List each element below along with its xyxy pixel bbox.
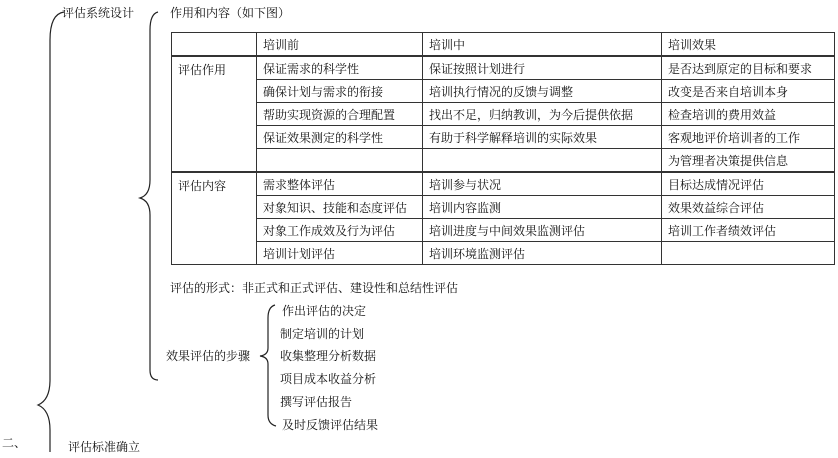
evaluation-forms-text: 评估的形式：非正式和正式评估、建设性和总结性评估 [170,281,459,295]
table-row [172,126,835,149]
table-cell: 保证效果测定的科学性 [257,126,423,149]
step-item: 作出评估的决定 [282,304,367,318]
table-cell: 为管理者决策提供信息 [662,149,835,173]
outer-brace [38,12,64,452]
evaluation-table [171,32,835,265]
table-row [172,172,835,196]
section-label-role: 评估作用 [172,56,257,172]
table-cell: 培训环境监测评估 [423,242,662,265]
table-cell: 保证需求的科学性 [257,56,423,80]
step-item: 收集整理分析数据 [280,349,377,363]
table-header-cell: 培训中 [423,33,662,57]
table-cell: 检查培训的费用效益 [662,103,835,126]
table-cell: 培训参与状况 [423,172,662,196]
table-cell: 客观地评价培训者的工作 [662,126,835,149]
table-row [172,103,835,126]
level1-label: 评估系统设计 [62,6,135,20]
section-title: 作用和内容（如下图） [170,6,291,20]
table-cell: 培训工作者绩效评估 [662,219,835,242]
table-cell: 培训计划评估 [257,242,423,265]
table-cell: 找出不足，归纳教训，为今后提供依据 [423,103,662,126]
steps-label: 效果评估的步骤 [166,349,251,363]
table-row [172,219,835,242]
table-row [172,56,835,80]
table-cell [257,149,423,173]
table-cell: 保证按照计划进行 [423,56,662,80]
table-cell: 目标达成情况评估 [662,172,835,196]
steps-brace [260,305,276,426]
step-item: 项目成本收益分析 [280,372,377,386]
table-cell: 培训内容监测 [423,196,662,219]
table-cell: 是否达到原定的目标和要求 [662,56,835,80]
table-row [172,242,835,265]
table-cell: 有助于科学解释培训的实际效果 [423,126,662,149]
table-cell: 效果效益综合评估 [662,196,835,219]
table-row [172,196,835,219]
step-item: 制定培训的计划 [280,327,365,341]
section-marker: 二、 [2,436,27,450]
table-cell: 培训进度与中间效果监测评估 [423,219,662,242]
table-row [172,80,835,103]
table-cell: 确保计划与需求的衔接 [257,80,423,103]
design-brace [140,12,158,380]
table-cell: 对象知识、技能和态度评估 [257,196,423,219]
table-cell: 对象工作成效及行为评估 [257,219,423,242]
table-header-cell [172,33,257,57]
table-cell: 培训执行情况的反馈与调整 [423,80,662,103]
table-header-cell: 培训效果 [662,33,835,57]
table-row [172,149,835,173]
table-header-cell: 培训前 [257,33,423,57]
table-cell: 需求整体评估 [257,172,423,196]
table-cell [423,149,662,173]
section-label-content: 评估内容 [172,172,257,265]
step-item: 撰写评估报告 [280,395,353,409]
bottom-label: 评估标准确立 [68,440,141,454]
step-item: 及时反馈评估结果 [282,418,379,432]
table-cell: 改变是否来自培训本身 [662,80,835,103]
table-cell [662,242,835,265]
table-header-row [172,33,835,57]
table-cell: 帮助实现资源的合理配置 [257,103,423,126]
